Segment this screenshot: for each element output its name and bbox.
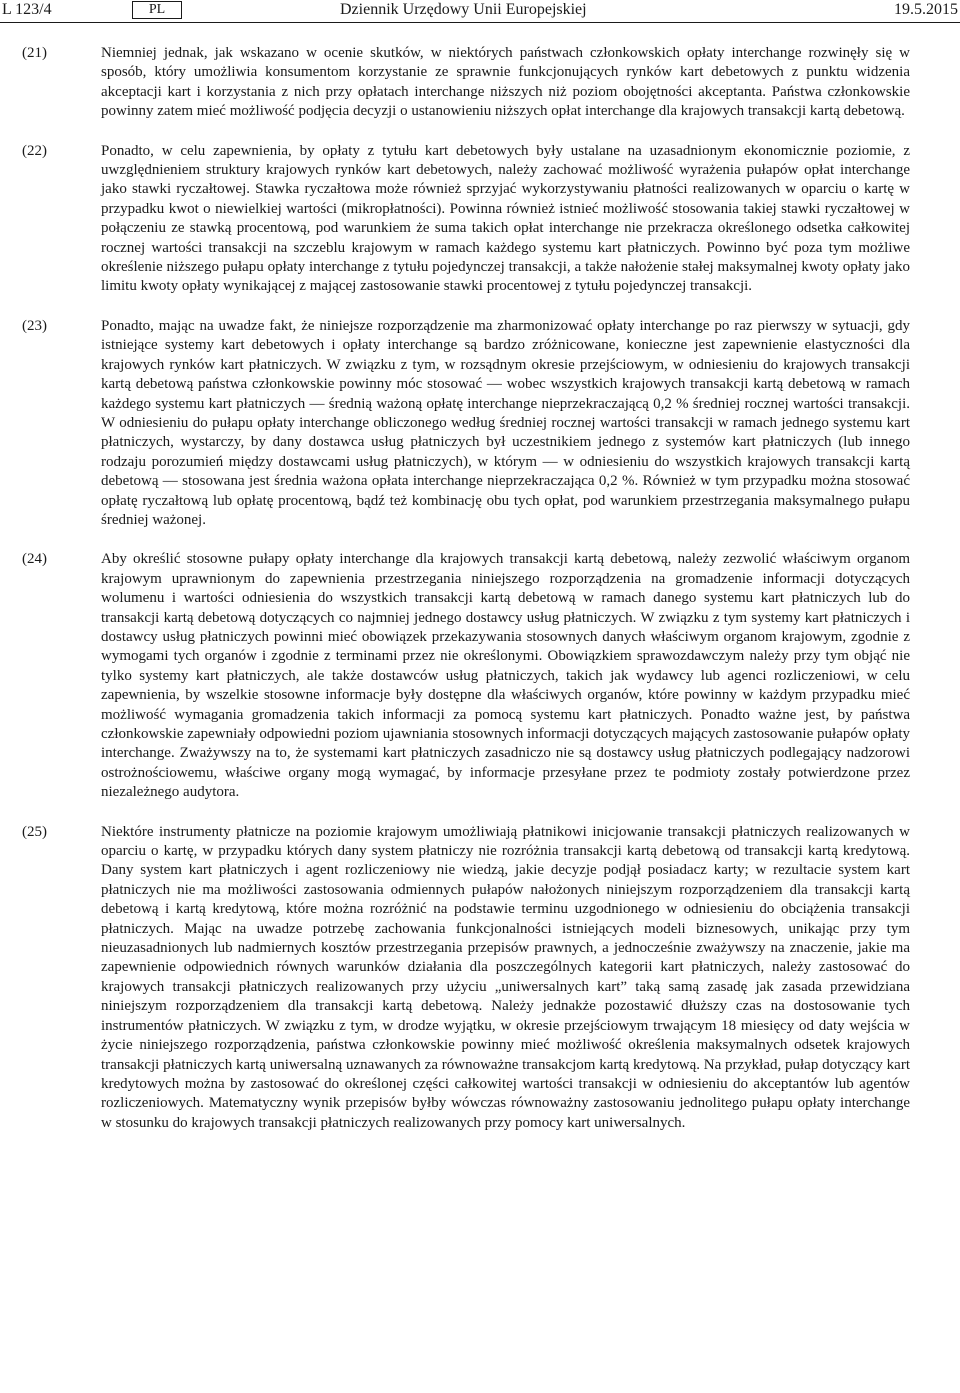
journal-title: Dziennik Urzędowy Unii Europejskiej: [340, 1, 587, 18]
recital-number: (22): [22, 142, 47, 159]
recital-text: Ponadto, w celu zapewnienia, by opłaty z tytułu kart debetowych były ustalane na uzasadnionym ekonomicznie poziomie, z uwzględnieniem struktury krajowych rynków kart debetowych, należy zachować możliwość wyrażenia pułapów opłat interchange jako stawki ryczałtowej. Stawka ryczałtowa może również sprzyjać wykorzystywaniu płatności realizowanych w oparciu o kartę w przypadku kwot o niewielkiej wartości (mikropłatności). Powinna również istnieć możliwość stosowania takiej stawki ryczałtowej w połączeniu ze stawką procentową, pod warunkiem że suma takich opłat interchange nie przekracza określonego odsetka całkowitej rocznej wartości transakcji na szczeblu krajowym w ramach każdego systemu kart płatniczych. Powinno być poza tym możliwe określenie niższego pułapu opłaty interchange z tytułu pojedynczej transakcji, a także nałożenie stałej maksymalnej kwoty opłaty jako limitu kwoty opłaty wynikającej z mającej zastosowanie stawki procentowej z tytułu pojedynczej transakcji.: [101, 142, 910, 295]
header-rule: [0, 22, 960, 23]
recital-number: (21): [22, 45, 47, 61]
recital-text: Ponadto, mając na uwadze fakt, że niniejsze rozporządzenie ma zharmonizować opłaty interchange po raz pierwszy w sytuacji, gdy istniejące systemy kart debetowych i opłaty interchange są bardzo zróżnicowane, konieczne jest zapewnienie elastyczności dla krajowych rynków kart płatniczych. W związku z tym, w rozsądnym okresie przejściowym, w odniesieniu do krajowych transakcji kartą debetową państwa członkowskie powinny móc stosować — wobec wszystkich krajowych transakcji kartą debetową w ramach każdego systemu kart płatniczych — średnią ważoną opłatę interchange nieprzekraczającą 0,2 % średniej rocznej wartości transakcji. W odniesieniu do pułapu opłaty interchange obliczonego według średniej rocznej wartości transakcji w ramach jednego systemu kart płatniczych, wystarczy, by dany dostawca usług płatniczych był uczestnikiem jednego z systemów kart płatniczych (lub innego rodzaju porozumień między dostawcami usług płatniczych), w którym — w odniesieniu do wszystkich krajowych transakcji kartą debetową — stosowana jest średnia ważona opłata interchange nieprzekraczająca 0,2 %. Również w tym przypadku można stosować opłatę ryczałtową lub opłatę procentową, bądź też kombinację obu tych opłat, pod warunkiem przestrzegania maksymalnego pułapu średniej ważonej.: [101, 317, 910, 528]
recital-number: (24): [22, 551, 47, 568]
recital-number: (23): [22, 317, 47, 334]
page-header: [0, 0, 960, 28]
recital-number: (25): [22, 823, 47, 840]
publication-date: 19.5.2015: [894, 1, 958, 18]
language-badge: PL: [132, 1, 182, 19]
recital-text: Niektóre instrumenty płatnicze na poziomie krajowym umożliwiają płatnikowi inicjowanie transakcji płatniczych realizowanych w oparciu o kartę, w przypadku których dany system płatniczy nie rozróżnia transakcji kartą debetową od transakcji kartą kredytową. Dany system kart płatniczych i agent rozliczeniowy nie wiedzą, jakie decyzje podjął posiadacz karty; w rezultacie system kart płatniczych nie ma możliwości zastosowania odmiennych pułapów nałożonych niniejszym rozporządzeniem dla transakcji kartą debetową i kartą kredytową, które można rozróżnić na podstawie terminu uzgodnionego w odniesieniu do obciążenia transakcji płatniczych. Mając na uwadze potrzebę zachowania funkcjonalności istniejących modeli biznesowych, unikając przy tym nieuzasadnionych lub nadmiernych kosztów przestrzegania przepisów prawnych, a jednocześnie zważywszy na znaczenie, jakie ma zapewnienie odpowiednich równych warunków działania dla poszczególnych kategorii kart płatniczych, należy zastosować do krajowych transakcji płatniczych realizowanych przy użyciu „uniwersalnych kart” taką samą zasadę jak zasada przewidziana niniejszym rozporządzeniem dla transakcji kartą debetową. Należy jednakże pozostawić dłuższy czas na dostosowanie tych instrumentów płatniczych. W związku z tym, w drodze wyjątku, w okresie przejściowym trwającym 18 miesięcy od daty wejścia w życie niniejszego rozporządzenia, państwa członkowskie powinny mieć możliwość określenia maksymalnych odsetek krajowych transakcji płatniczych kartą uniwersalną uznawanych za równoważne transakcjom kartą kredytową. Na przykład, pułap dotyczący kart kredytowych można by zastosować do określonej części całkowitej wartości transakcji w odniesieniu do akceptantów lub agentów rozliczeniowych. Matematyczny wynik przepisów byłby wówczas równoważny zastosowaniu jednolitego pułapu opłaty interchange w stosunku do krajowych transakcji płatniczych realizowanych przy pomocy kart uniwersalnych.: [101, 823, 910, 1131]
recital-text: Aby określić stosowne pułapy opłaty interchange dla krajowych transakcji kartą debetową, należy zezwolić właściwym organom krajowym uprawnionym do zapewnienia przestrzegania niniejszego rozporządzenia na gromadzenie informacji dotyczących wolumenu i wartości odniesienia do wszystkich transakcji kartą debetową w ramach danego systemu kart płatniczych lub do transakcji kartą debetową dotyczących co najmniej jednego dostawcy usług płatniczych. W związku z tym systemy kart płatniczych i dostawcy usług płatniczych powinni mieć obowiązek przekazywania stosownych danych właściwym organom krajowym, zgodnie z wymogami tych organów i zgodnie z terminami przez nie określonymi. Obowiązkiem sprawozdawczym należy przy tym objąć nie tylko systemy kart płatniczych, ale także dostawców usług płatniczych, takich jak wydawcy lub agenci rozliczeniowi, w celu zapewnienia, by wszelkie stosowne informacje były dostępne dla właściwych organów, które powinny w każdym przypadku mieć możliwość wymagania gromadzenia takich informacji za pomocą systemu kart płatniczych. Ponadto ważne jest, by państwa członkowskie zapewniały odpowiedni poziom ujawniania stosownych informacji dotyczących mających zastosowanie pułapów opłaty interchange. Zważywszy na to, że systemami kart płatniczych zasadniczo nie są dostawcy usług płatniczych podlegający nadzorowi ostrożnościowemu, właściwe organy mogą wymagać, by informacje przesyłane przez te podmioty zostały potwierdzone przez niezależnego audytora.: [101, 551, 910, 801]
page-reference: L 123/4: [2, 1, 52, 18]
recital-23: [0, 317, 960, 530]
recitals-list: [0, 44, 960, 1153]
recital-24: [0, 550, 960, 802]
recital-21: [0, 44, 960, 122]
recital-22: [0, 142, 960, 297]
recital-text: Niemniej jednak, jak wskazano w ocenie skutków, w niektórych państwach członkowskich opłaty interchange rozwinęły się w sposób, który umożliwia konsumentom korzystanie ze sprawnie funkcjonujących rynków kart debetowych z punktu widzenia akceptacji kart i korzystania z nich przy opłatach interchange niższych niż poziom obojętności akceptanta. Państwa członkowskie powinny zatem mieć możliwość podjęcia decyzji o ustanowieniu niższych opłat interchange dla krajowych transakcji kartą debetową.: [101, 45, 910, 120]
recital-25: [0, 823, 960, 1134]
